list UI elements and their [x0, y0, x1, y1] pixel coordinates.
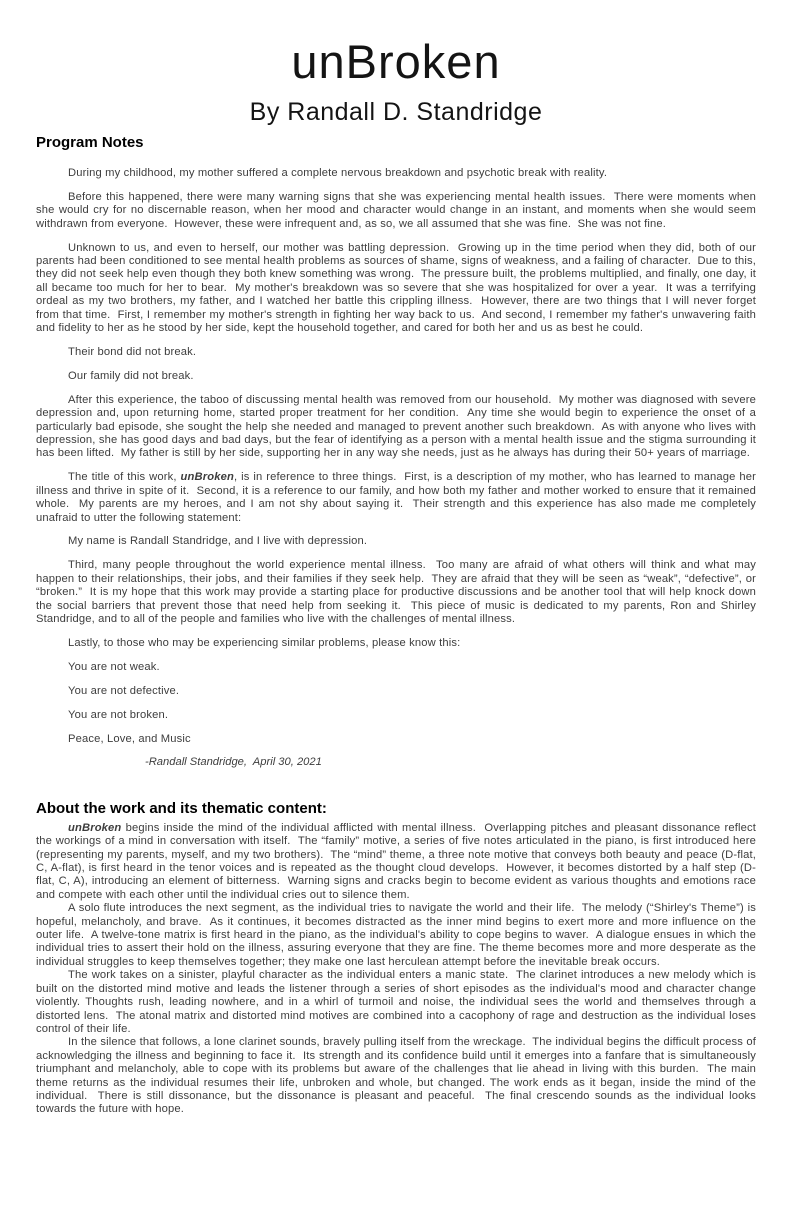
program-notes-line: Peace, Love, and Music — [68, 732, 191, 745]
paragraph-text: The title of this work, — [68, 471, 181, 484]
about-paragraph: The work takes on a sinister, playful character as the individual enters a manic state. The clarinet introduces a new melody which is built on the distorted mind motive and leads the listener through a series of short episodes as the individual's mood and character change violently. Thoughts rush, leading nowhere, and in a whirl of turmoil and noise, the individual sees the world and themselves through a distorted lens. The atonal matrix and distorted mind motives are combined into a cacophony of rage and destruction as the individual loses control of their life. — [36, 969, 756, 1035]
work-title: unBroken — [291, 35, 501, 88]
program-notes-line: You are not weak. — [68, 660, 160, 673]
program-notes-heading: Program Notes — [36, 134, 144, 151]
about-paragraph: In the silence that follows, a lone clarinet sounds, bravely pulling itself from the wreckage. The individual begins the difficult process of acknowledging the illness and beginning to face it. Its strength and its confidence build until it emerges into a fanfare that is simultaneously triumphant and melancholy, able to cope with its problems but aware of the challenges that lie ahead in living with this burden. The main theme returns as the individual resumes their life, unbroken and whole, but changed. The work ends as it began, inside the mind of the individual. There is still dissonance, but the dissonance is pleasant and peaceful. The final crescendo sounds as the individual looks towards the future with hope. — [36, 1036, 756, 1116]
about-paragraph — [36, 822, 756, 902]
program-notes-line: Their bond did not break. — [68, 345, 197, 358]
program-notes-line: Our family did not break. — [68, 369, 194, 382]
program-notes-line: Lastly, to those who may be experiencing similar problems, please know this: — [68, 636, 461, 649]
program-notes-line: You are not broken. — [68, 708, 169, 721]
program-notes-paragraph: During my childhood, my mother suffered a complete nervous breakdown and psychotic break with reality. — [68, 167, 608, 179]
program-notes-paragraph: Third, many people throughout the world experience mental illness. Too many are afraid of what others will think and what may happen to their relationships, their jobs, and their families if they seek help. They are afraid that they will be seen as “weak”, “defective”, or “broken.” It is my hope that this work may provide a starting place for productive discussions and be another tool that will help knock down the social barriers that prevent those that need help from seeking it. This piece of music is dedicated to my parents, Ron and Shirley Standridge, and to all of the people and families who live with the challenges of mental illness. — [36, 559, 756, 625]
program-notes-paragraph: After this experience, the taboo of discussing mental health was removed from our household. My mother was diagnosed with severe depression and, upon returning home, started proper treatment for her condition. Any time she would begin to experience the onset of a particularly bad episode, she sought the help she needed and managed to prevent another such breakdown. As with anyone who lives with depression, she has good days and bad days, but the fear of identifying as a person with a mental health issue and the stigma surrounding it has been lifted. My father is still by her side, supporting her in any way she needs, just as he always has during their 50+ years of marriage. — [36, 393, 756, 460]
paragraph-text: begins inside the mind of the individual afflicted with mental illness. Overlapping pitches and pleasant dissonance reflect the workings of a mind in conversation with itself. The “family” motive, a series of five notes articulated in the piano, is first introduced here (representing my parents, myself, and my two brothers). The “mind” theme, a three note motive that conveys both beauty and peace (D-flat, C, A-flat), is first heard in the tenor voices and is repeated as the thought cloud develops. However, it becomes distorted by a half step (D-flat, C, A), introducing an element of bitterness. Warning signs and cracks begin to become evident as various thoughts and emotions race and compete with each other until the individual cries out to silence them. — [36, 821, 756, 901]
paragraph-text: , is in reference to three things. First, is a description of my mother, who has learned to manage her illness and thrive in spite of it. Second, it is a reference to our family, and how both my father and mother worked to ensure that it remained whole. My parents are my heroes, and I am not shy about saying it. Their strength and this experience has also made me completely unafraid to utter the following statement: — [36, 471, 756, 524]
program-notes-paragraph: Before this happened, there were many warning signs that she was experiencing mental health issues. There were moments when she would cry for no discernable reason, when her mood and character would change in an instant, and moments when she would seem withdrawn from everyone. However, these were infrequent and, as so, we all assumed that she was fine. She was not fine. — [36, 190, 756, 230]
about-section-heading: About the work and its thematic content: — [36, 799, 327, 817]
program-notes-paragraph — [36, 471, 756, 525]
program-notes-paragraph: Unknown to us, and even to herself, our mother was battling depression. Growing up in the time period when they did, both of our parents had been conditioned to see mental health problems as sources of shame, signs of weakness, and a failing of character. Due to this, they did not seek help even though they both knew something was wrong. The pressure built, the problems multiplied, and finally, one day, it all became too much for her to bear. My mother's breakdown was so severe that she was hospitalized for over a year. It was a terrifying ordeal as my two brothers, my father, and I watched her battle this crippling illness. However, there are two things that I will never forget from that time. First, I remember my mother's strength in fighting her way back to us. And second, I remember my father's unwavering faith and fidelity to her as he stood by her side, kept the household together, and cared for both her and us as best he could. — [36, 241, 756, 335]
about-paragraph: A solo flute introduces the next segment, as the individual tries to navigate the world and their life. The melody (“Shirley's Theme”) is hopeful, melancholy, and brave. As it continues, it becomes distracted as the inner mind begins to exert more and more influence on the outer life. A twelve-tone matrix is first heard in the piano, as the individual's ability to cope begins to waver. A dialogue ensues in which the individual tries to assert their hold on the illness, assuring everyone that they are fine. The theme becomes more and more desperate as the individual struggles to keep themselves together; they make one last herculean attempt before the inevitable break occurs. — [36, 902, 756, 968]
composer-byline: By Randall D. Standridge — [249, 98, 543, 126]
program-notes-line: My name is Randall Standridge, and I live with depression. — [68, 535, 368, 548]
program-notes-line: You are not defective. — [68, 684, 180, 697]
work-title-emphasis: unBroken — [180, 471, 234, 484]
author-signature: -Randall Standridge, April 30, 2021 — [145, 756, 322, 769]
work-title-emphasis: unBroken — [68, 821, 122, 834]
